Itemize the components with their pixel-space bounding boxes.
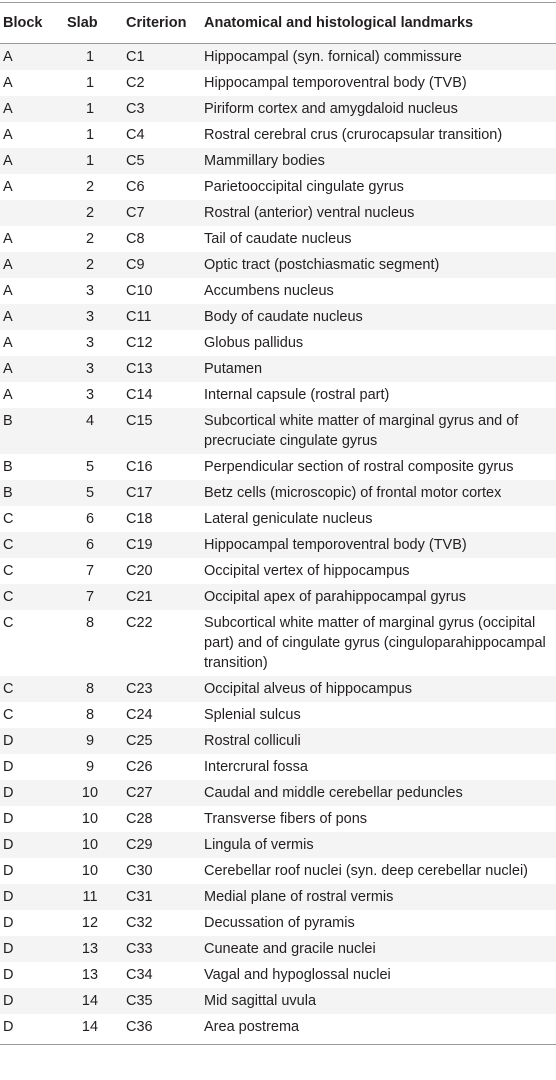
table-row	[0, 122, 556, 148]
cell-landmark: Occipital apex of parahippocampal gyrus	[204, 589, 466, 605]
cell-block: D	[3, 889, 14, 905]
table-row	[0, 988, 556, 1014]
cell-landmark: Internal capsule (rostral part)	[204, 387, 390, 403]
cell-block: D	[3, 837, 14, 853]
table-row	[0, 304, 556, 330]
table-row	[0, 962, 556, 988]
cell-criterion: C3	[126, 101, 145, 117]
cell-slab: 14	[81, 1019, 99, 1035]
cell-slab: 9	[85, 733, 95, 749]
landmarks-table	[0, 2, 556, 1045]
cell-criterion: C10	[126, 283, 153, 299]
cell-block: C	[3, 563, 14, 579]
cell-slab: 1	[85, 75, 95, 91]
cell-block: C	[3, 615, 14, 631]
cell-criterion: C34	[126, 967, 153, 983]
table-row	[0, 226, 556, 252]
cell-landmark: Intercrural fossa	[204, 759, 308, 775]
cell-criterion: C12	[126, 335, 153, 351]
header-slab: Slab	[67, 15, 98, 31]
cell-landmark: Globus pallidus	[204, 335, 304, 351]
table-header-row	[0, 3, 556, 43]
cell-slab: 8	[85, 681, 95, 697]
cell-criterion: C18	[126, 511, 153, 527]
cell-landmark: Perpendicular section of rostral composite gyrus	[204, 459, 514, 475]
cell-landmark: Decussation of pyramis	[204, 915, 355, 931]
cell-block: A	[3, 257, 13, 273]
cell-block: B	[3, 459, 13, 475]
cell-block: D	[3, 967, 14, 983]
cell-slab: 2	[85, 205, 95, 221]
cell-slab: 14	[81, 993, 99, 1009]
cell-landmark: Rostral cerebral crus (crurocapsular transition)	[204, 127, 503, 143]
cell-block: A	[3, 153, 13, 169]
table-row	[0, 676, 556, 702]
table-row	[0, 480, 556, 506]
cell-criterion: C22	[126, 615, 153, 631]
table-row	[0, 858, 556, 884]
table-row	[0, 356, 556, 382]
cell-criterion: C19	[126, 537, 153, 553]
cell-criterion: C16	[126, 459, 153, 475]
table-row	[0, 832, 556, 858]
table-row	[0, 910, 556, 936]
cell-landmark: Optic tract (postchiasmatic segment)	[204, 257, 440, 273]
cell-criterion: C28	[126, 811, 153, 827]
table-row	[0, 584, 556, 610]
cell-slab: 13	[81, 967, 99, 983]
cell-criterion: C9	[126, 257, 145, 273]
table-row	[0, 70, 556, 96]
table-row	[0, 780, 556, 806]
cell-landmark: Tail of caudate nucleus	[204, 231, 352, 247]
cell-block: D	[3, 733, 14, 749]
cell-landmark: Hippocampal temporoventral body (TVB)	[204, 537, 467, 553]
table-row	[0, 382, 556, 408]
cell-block: C	[3, 511, 14, 527]
table-row	[0, 330, 556, 356]
cell-block: C	[3, 589, 14, 605]
cell-landmark: Cerebellar roof nuclei (syn. deep cerebellar nuclei)	[204, 863, 528, 879]
cell-slab: 10	[81, 811, 99, 827]
cell-slab: 2	[85, 257, 95, 273]
cell-slab: 7	[85, 589, 95, 605]
table-row	[0, 558, 556, 584]
cell-block: D	[3, 941, 14, 957]
table-row	[0, 806, 556, 832]
cell-criterion: C7	[126, 205, 145, 221]
header-criterion: Criterion	[126, 15, 187, 31]
cell-block: D	[3, 811, 14, 827]
cell-landmark: Occipital alveus of hippocampus	[204, 681, 412, 697]
cell-landmark: Mid sagittal uvula	[204, 993, 317, 1009]
cell-criterion: C30	[126, 863, 153, 879]
cell-landmark: Betz cells (microscopic) of frontal motor cortex	[204, 485, 502, 501]
cell-criterion: C4	[126, 127, 145, 143]
cell-slab: 10	[81, 785, 99, 801]
cell-slab: 3	[85, 283, 95, 299]
cell-block: D	[3, 785, 14, 801]
cell-block: C	[3, 707, 14, 723]
cell-slab: 9	[85, 759, 95, 775]
cell-landmark: Subcortical white matter of marginal gyrus (occipital part) and of cingulate gyrus (cinguloparahippocampal transition)	[204, 615, 546, 671]
cell-slab: 5	[85, 485, 95, 501]
cell-landmark: Putamen	[204, 361, 263, 377]
cell-criterion: C5	[126, 153, 145, 169]
cell-criterion: C11	[126, 309, 152, 325]
cell-landmark: Parietooccipital cingulate gyrus	[204, 179, 404, 195]
cell-slab: 8	[85, 615, 95, 631]
cell-slab: 1	[85, 153, 95, 169]
cell-criterion: C13	[126, 361, 153, 377]
table-bottom-rule	[0, 1044, 556, 1045]
cell-block: D	[3, 863, 14, 879]
table-row	[0, 278, 556, 304]
cell-criterion: C31	[126, 889, 153, 905]
cell-block: C	[3, 537, 14, 553]
table-row	[0, 702, 556, 728]
cell-landmark: Accumbens nucleus	[204, 283, 334, 299]
cell-criterion: C33	[126, 941, 153, 957]
cell-landmark: Cuneate and gracile nuclei	[204, 941, 376, 957]
table-row	[0, 610, 556, 676]
cell-slab: 1	[85, 127, 95, 143]
cell-landmark: Piriform cortex and amygdaloid nucleus	[204, 101, 458, 117]
table-row	[0, 408, 556, 454]
cell-landmark: Lateral geniculate nucleus	[204, 511, 373, 527]
cell-block: D	[3, 915, 14, 931]
cell-block: D	[3, 993, 14, 1009]
table-row	[0, 200, 556, 226]
cell-block: D	[3, 1019, 14, 1035]
cell-slab: 6	[85, 537, 95, 553]
cell-slab: 6	[85, 511, 95, 527]
cell-landmark: Area postrema	[204, 1019, 300, 1035]
table-row	[0, 506, 556, 532]
table-row	[0, 754, 556, 780]
cell-block: A	[3, 75, 13, 91]
cell-block: A	[3, 387, 13, 403]
header-landmarks: Anatomical and histological landmarks	[204, 15, 474, 31]
cell-landmark: Hippocampal temporoventral body (TVB)	[204, 75, 467, 91]
cell-slab: 10	[81, 863, 99, 879]
cell-landmark: Vagal and hypoglossal nuclei	[204, 967, 391, 983]
table-row	[0, 44, 556, 70]
cell-landmark: Rostral colliculi	[204, 733, 301, 749]
cell-criterion: C1	[126, 49, 145, 65]
table-row	[0, 728, 556, 754]
table-row	[0, 884, 556, 910]
table-row	[0, 96, 556, 122]
cell-criterion: C8	[126, 231, 145, 247]
cell-block: A	[3, 361, 13, 377]
table-row	[0, 1014, 556, 1040]
table-body	[0, 44, 556, 1040]
cell-slab: 13	[81, 941, 99, 957]
cell-block: A	[3, 49, 13, 65]
cell-criterion: C15	[126, 413, 153, 429]
cell-landmark: Lingula of vermis	[204, 837, 314, 853]
table-row	[0, 148, 556, 174]
cell-criterion: C27	[126, 785, 153, 801]
table-row	[0, 936, 556, 962]
cell-criterion: C6	[126, 179, 145, 195]
cell-slab: 2	[85, 179, 95, 195]
cell-slab: 11	[82, 889, 98, 905]
cell-block: B	[3, 413, 13, 429]
cell-block: C	[3, 681, 14, 697]
header-block: Block	[3, 15, 43, 31]
cell-slab: 4	[85, 413, 95, 429]
cell-criterion: C20	[126, 563, 153, 579]
cell-slab: 3	[85, 309, 95, 325]
cell-slab: 2	[85, 231, 95, 247]
cell-landmark: Medial plane of rostral vermis	[204, 889, 394, 905]
cell-landmark: Subcortical white matter of marginal gyrus and of precruciate cingulate gyrus	[204, 413, 519, 449]
cell-slab: 7	[85, 563, 95, 579]
table-row	[0, 252, 556, 278]
cell-criterion: C24	[126, 707, 153, 723]
table-row	[0, 174, 556, 200]
cell-block: A	[3, 335, 13, 351]
table-row	[0, 454, 556, 480]
cell-criterion: C29	[126, 837, 153, 853]
cell-block: A	[3, 127, 13, 143]
cell-criterion: C21	[126, 589, 153, 605]
cell-block: A	[3, 179, 13, 195]
cell-criterion: C25	[126, 733, 153, 749]
cell-landmark: Mammillary bodies	[204, 153, 325, 169]
cell-landmark: Body of caudate nucleus	[204, 309, 363, 325]
cell-block: D	[3, 759, 14, 775]
cell-block: A	[3, 231, 13, 247]
table-row	[0, 532, 556, 558]
cell-slab: 10	[81, 837, 99, 853]
cell-criterion: C2	[126, 75, 145, 91]
cell-slab: 5	[85, 459, 95, 475]
cell-criterion: C36	[126, 1019, 153, 1035]
cell-block: A	[3, 309, 13, 325]
cell-criterion: C32	[126, 915, 153, 931]
cell-landmark: Hippocampal (syn. fornical) commissure	[204, 49, 462, 65]
cell-block: B	[3, 485, 13, 501]
cell-landmark: Caudal and middle cerebellar peduncles	[204, 785, 463, 801]
cell-slab: 1	[85, 49, 95, 65]
cell-block: A	[3, 283, 13, 299]
cell-slab: 1	[85, 101, 95, 117]
cell-slab: 12	[81, 915, 99, 931]
cell-landmark: Occipital vertex of hippocampus	[204, 563, 410, 579]
cell-slab: 3	[85, 361, 95, 377]
cell-criterion: C26	[126, 759, 153, 775]
cell-landmark: Rostral (anterior) ventral nucleus	[204, 205, 415, 221]
cell-slab: 3	[85, 335, 95, 351]
cell-criterion: C35	[126, 993, 153, 1009]
cell-criterion: C17	[126, 485, 153, 501]
cell-landmark: Splenial sulcus	[204, 707, 301, 723]
cell-criterion: C14	[126, 387, 153, 403]
cell-block: A	[3, 101, 13, 117]
cell-slab: 8	[85, 707, 95, 723]
cell-slab: 3	[85, 387, 95, 403]
cell-criterion: C23	[126, 681, 153, 697]
cell-landmark: Transverse fibers of pons	[204, 811, 368, 827]
